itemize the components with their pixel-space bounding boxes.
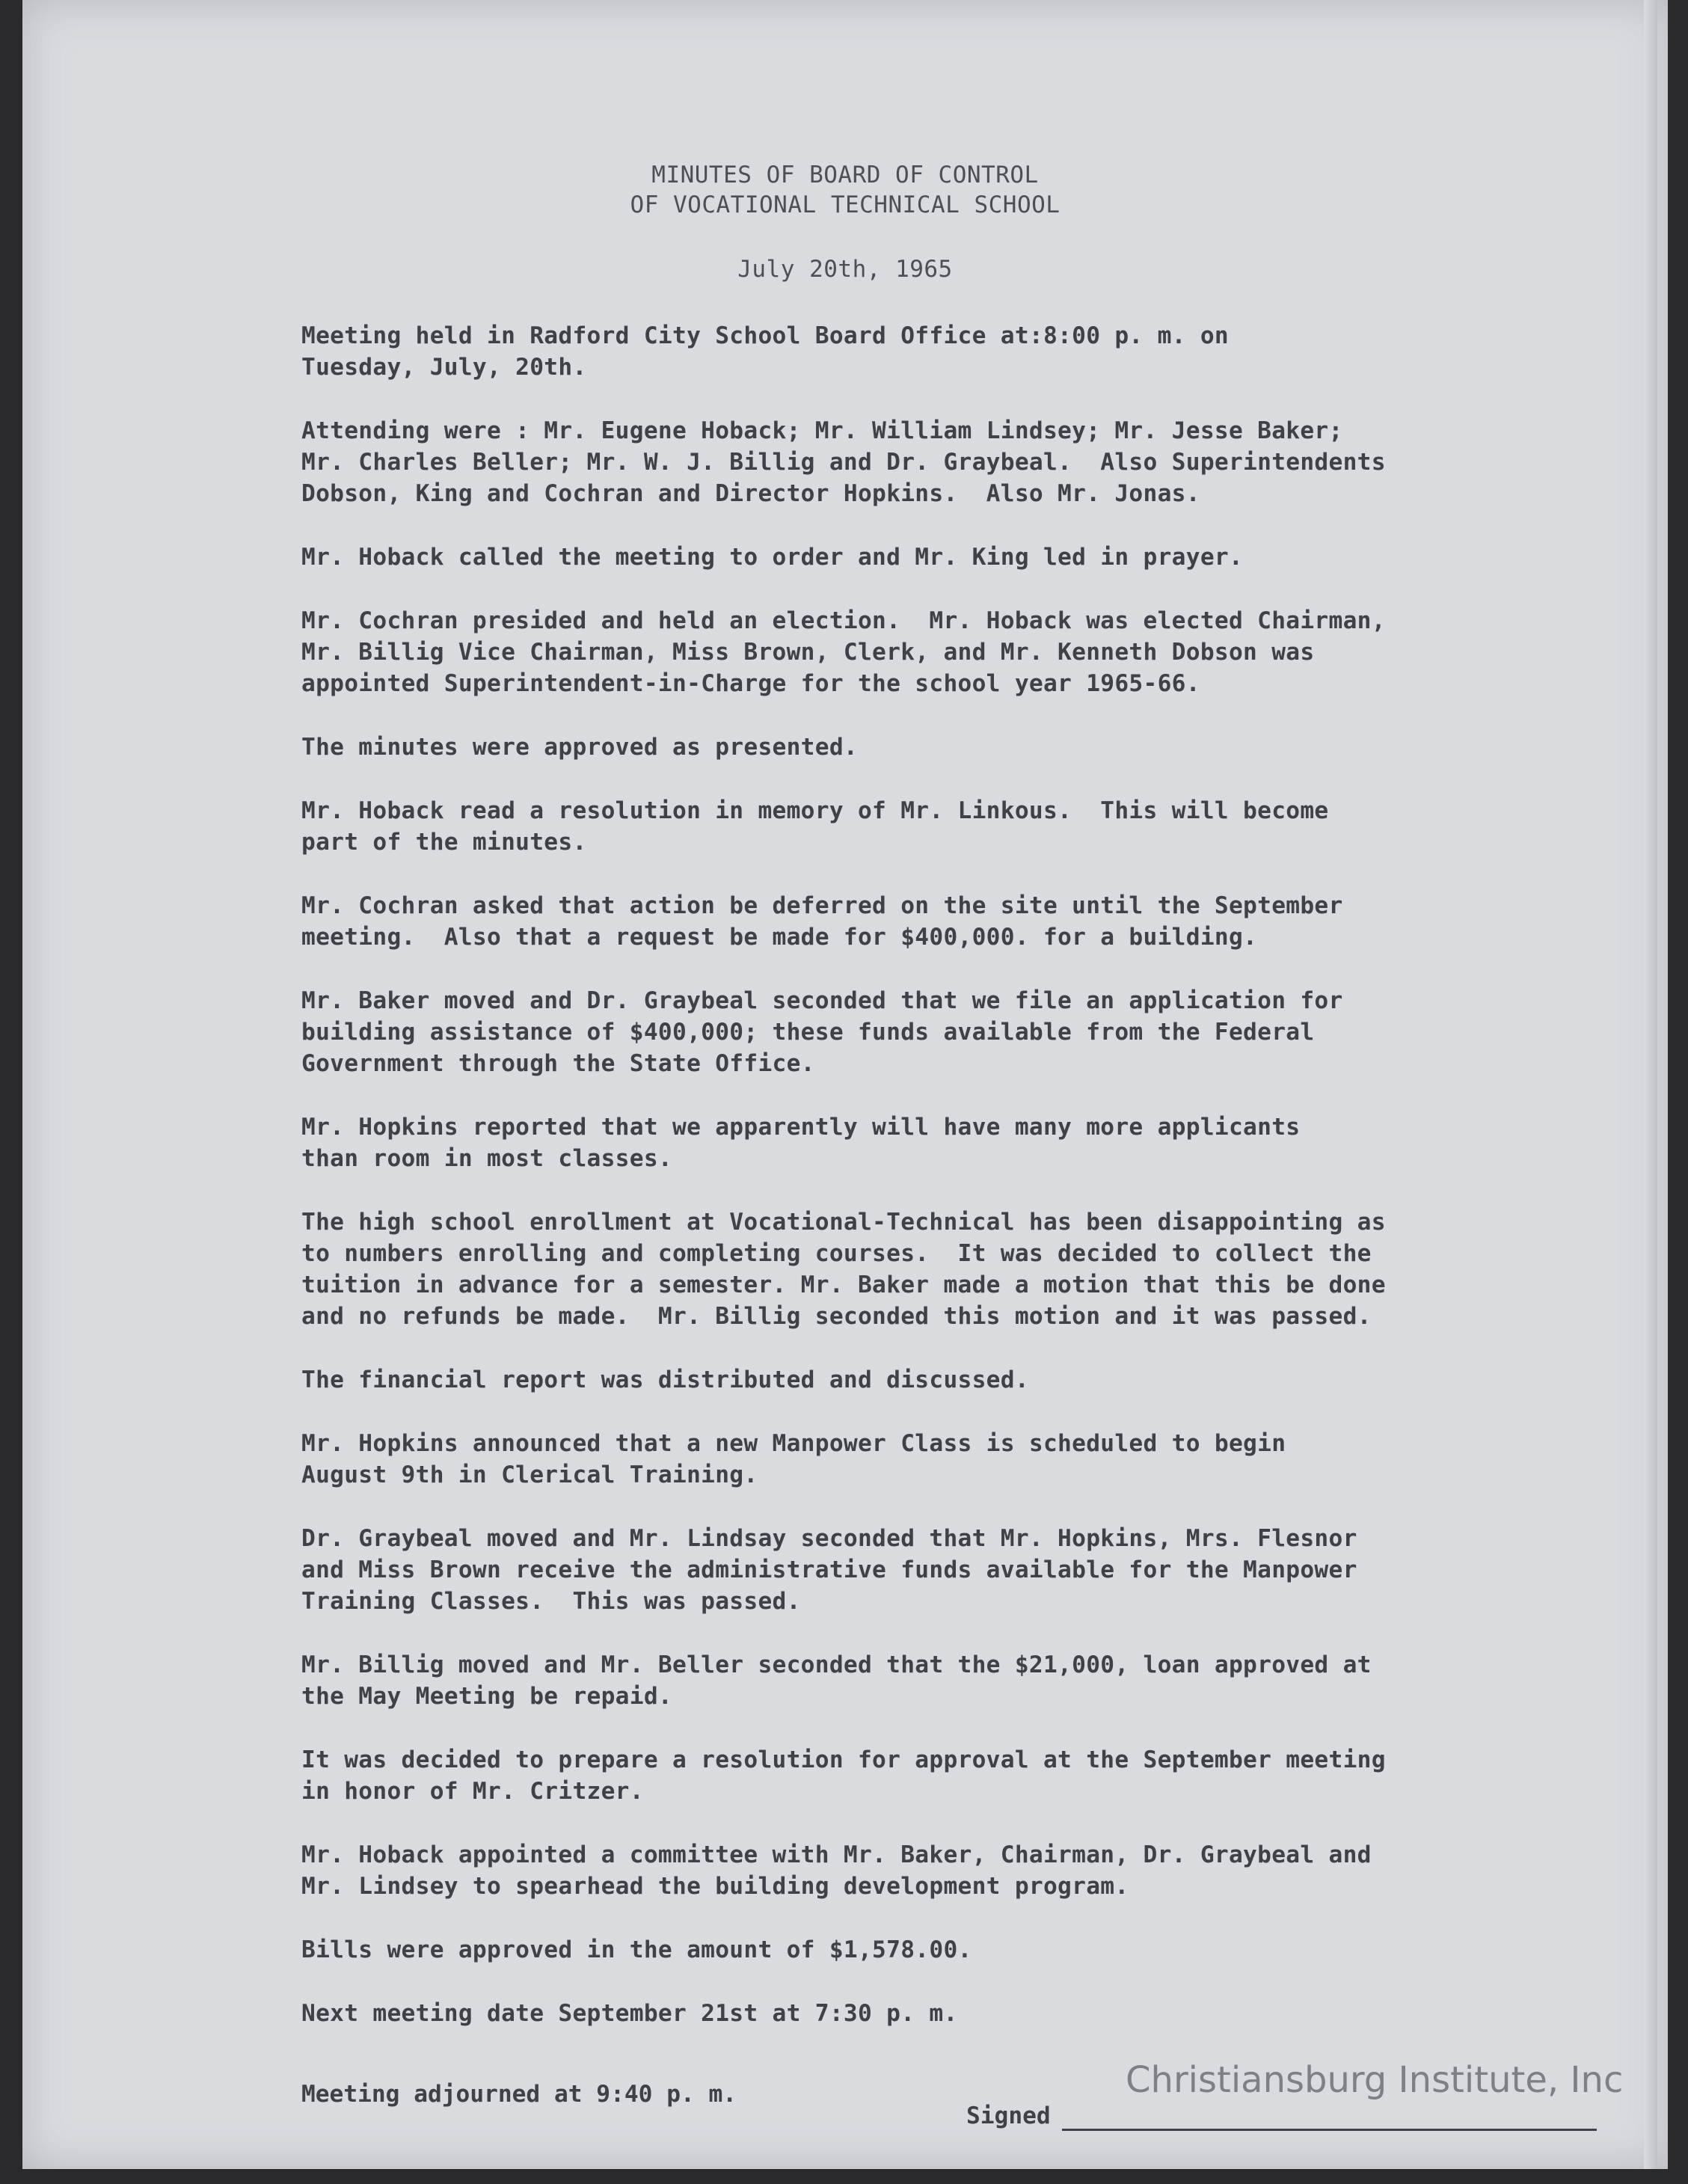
paragraph-line: It was decided to prepare a resolution for approval at the September meeting bbox=[301, 1746, 1386, 1773]
paragraph-line: Mr. Hoback appointed a committee with Mr. Baker, Chairman, Dr. Graybeal and bbox=[301, 1841, 1372, 1868]
paragraph-line: Mr. Lindsey to spearhead the building development program. bbox=[301, 1873, 1129, 1900]
minutes-paragraph bbox=[301, 605, 1558, 699]
paragraph-line: Dobson, King and Cochran and Director Hopkins. Also Mr. Jonas. bbox=[301, 480, 1200, 507]
paragraph-line: August 9th in Clerical Training. bbox=[301, 1461, 758, 1488]
paragraph-line: Bills were approved in the amount of $1,578.00. bbox=[301, 1936, 972, 1963]
paragraph-line: Mr. Billig Vice Chairman, Miss Brown, Clerk, and Mr. Kenneth Dobson was bbox=[301, 639, 1315, 666]
paragraph-line: part of the minutes. bbox=[301, 829, 587, 856]
paragraph-line: Mr. Cochran presided and held an election. Mr. Hoback was elected Chairman, bbox=[301, 607, 1386, 634]
paragraph-line: Government through the State Office. bbox=[301, 1050, 815, 1077]
minutes-paragraph bbox=[301, 1934, 1558, 1966]
minutes-paragraph bbox=[301, 1111, 1558, 1174]
paragraph-line: in honor of Mr. Critzer. bbox=[301, 1778, 644, 1805]
paragraph-line: the May Meeting be repaid. bbox=[301, 1683, 672, 1710]
paragraph-line: The financial report was distributed and discussed. bbox=[301, 1366, 1029, 1393]
minutes-paragraph bbox=[301, 542, 1558, 573]
minutes-paragraph bbox=[301, 1523, 1558, 1617]
document-date: July 20th, 1965 bbox=[737, 256, 953, 283]
minutes-paragraph bbox=[301, 890, 1558, 953]
minutes-paragraph bbox=[301, 795, 1558, 858]
paragraph-line: Mr. Hoback called the meeting to order and Mr. King led in prayer. bbox=[301, 544, 1244, 571]
minutes-paragraph bbox=[301, 731, 1558, 763]
paragraph-line: building assistance of $400,000; these funds available from the Federal bbox=[301, 1019, 1315, 1046]
document-title-line-2: OF VOCATIONAL TECHNICAL SCHOOL bbox=[630, 191, 1061, 218]
paragraph-line: Mr. Cochran asked that action be deferred on the site until the September bbox=[301, 892, 1343, 919]
minutes-paragraph bbox=[301, 1206, 1558, 1332]
minutes-paragraph bbox=[301, 1428, 1558, 1491]
paragraph-line: Mr. Hopkins reported that we apparently will have many more applicants bbox=[301, 1114, 1301, 1141]
paragraph-line: Attending were : Mr. Eugene Hoback; Mr. William Lindsey; Mr. Jesse Baker; bbox=[301, 417, 1343, 444]
minutes-paragraph bbox=[301, 1744, 1558, 1807]
document-title-line-1: MINUTES OF BOARD OF CONTROL bbox=[651, 162, 1039, 188]
minutes-paragraph bbox=[301, 1649, 1558, 1712]
paragraph-line: meeting. Also that a request be made for $400,000. for a building. bbox=[301, 924, 1258, 951]
paragraph-line: Mr. Hoback read a resolution in memory of Mr. Linkous. This will become bbox=[301, 797, 1329, 824]
minutes-body bbox=[301, 320, 1558, 2061]
paragraph-line: Mr. Charles Beller; Mr. W. J. Billig and Dr. Graybeal. Also Superintendents bbox=[301, 449, 1386, 476]
paragraph-line: and Miss Brown receive the administrative funds available for the Manpower bbox=[301, 1556, 1357, 1583]
signed-label: Signed bbox=[966, 2102, 1051, 2129]
paragraph-line: tuition in advance for a semester. Mr. Baker made a motion that this be done bbox=[301, 1272, 1386, 1298]
paragraph-line: than room in most classes. bbox=[301, 1145, 672, 1172]
minutes-paragraph bbox=[301, 985, 1558, 1079]
adjournment-line: Meeting adjourned at 9:40 p. m. bbox=[301, 2081, 737, 2108]
paragraph-line: Meeting held in Radford City School Board Office at:8:00 p. m. on bbox=[301, 322, 1229, 349]
signature-line bbox=[1062, 2129, 1597, 2131]
paragraph-line: Dr. Graybeal moved and Mr. Lindsay seconded that Mr. Hopkins, Mrs. Flesnor bbox=[301, 1525, 1357, 1552]
paragraph-line: and no refunds be made. Mr. Billig seconded this motion and it was passed. bbox=[301, 1303, 1372, 1330]
paragraph-line: Mr. Billig moved and Mr. Beller seconded that the $21,000, loan approved at bbox=[301, 1651, 1372, 1678]
paragraph-line: Mr. Baker moved and Dr. Graybeal seconded that we file an application for bbox=[301, 987, 1343, 1014]
document-page bbox=[22, 0, 1668, 2169]
minutes-paragraph bbox=[301, 1364, 1558, 1396]
minutes-paragraph bbox=[301, 1839, 1558, 1902]
paragraph-line: Next meeting date September 21st at 7:30 p. m. bbox=[301, 2000, 958, 2027]
paragraph-line: Tuesday, July, 20th. bbox=[301, 354, 587, 381]
minutes-paragraph bbox=[301, 415, 1558, 509]
paragraph-line: Mr. Hopkins announced that a new Manpower Class is scheduled to begin bbox=[301, 1430, 1286, 1457]
paper-edge bbox=[1644, 0, 1657, 2169]
paragraph-line: appointed Superintendent-in-Charge for the school year 1965-66. bbox=[301, 670, 1200, 697]
paragraph-line: The high school enrollment at Vocational-Technical has been disappointing as bbox=[301, 1209, 1386, 1236]
minutes-paragraph bbox=[301, 320, 1558, 383]
watermark: Christiansburg Institute, Inc bbox=[1126, 2059, 1624, 2101]
paragraph-line: Training Classes. This was passed. bbox=[301, 1588, 801, 1615]
paragraph-line: to numbers enrolling and completing courses. It was decided to collect the bbox=[301, 1240, 1372, 1267]
minutes-paragraph bbox=[301, 1998, 1558, 2029]
paragraph-line: The minutes were approved as presented. bbox=[301, 734, 858, 761]
